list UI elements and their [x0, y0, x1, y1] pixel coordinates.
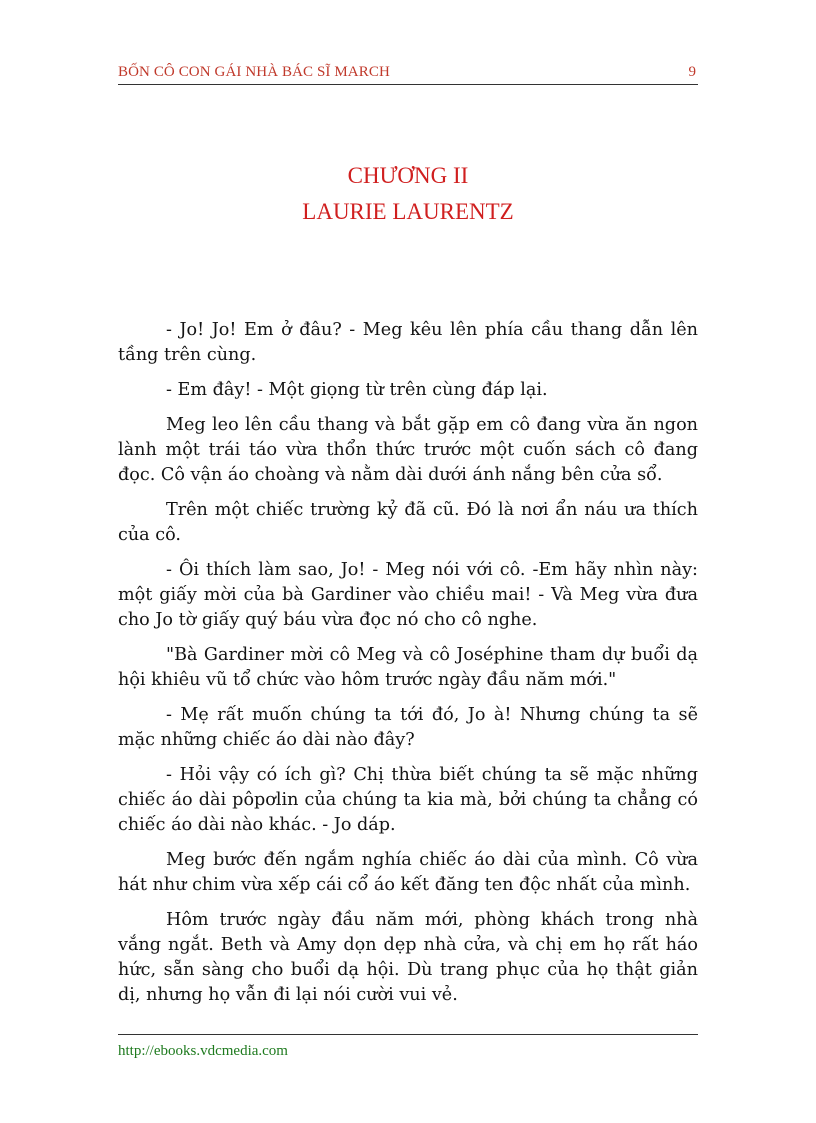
paragraph: Hôm trước ngày đầu năm mới, phòng khách trong nhà vắng ngắt. Beth và Amy dọn dẹp nhà cửa, và chị em họ rất háo hức, sẵn sàng cho buổi dạ hội. Dù trang phục của họ thật giản dị, nhưng họ vẫn đi lại nói cười vui vẻ. — [118, 910, 698, 1005]
paragraph: - Em đây! - Một giọng từ trên cùng đáp lại. — [166, 380, 548, 400]
paragraph: Meg bước đến ngắm nghía chiếc áo dài của mình. Cô vừa hát như chim vừa xếp cái cổ áo kết đăng ten độc nhất của mình. — [118, 850, 698, 895]
paragraph: - Mẹ rất muốn chúng ta tới đó, Jo à! Nhưng chúng ta sẽ mặc những chiếc áo dài nào đây? — [118, 705, 698, 750]
paragraph: - Ôi thích làm sao, Jo! - Meg nói với cô. -Em hãy nhìn này: một giấy mời của bà Gardiner vào chiều mai! - Và Meg vừa đưa cho Jo tờ giấy quý báu vừa đọc nó cho cô nghe. — [118, 560, 698, 630]
chapter-title: LAURIE LAURENTZ — [302, 199, 514, 224]
paragraph: "Bà Gardiner mời cô Meg và cô Joséphine tham dự buổi dạ hội khiêu vũ tổ chức vào hôm trước ngày đầu năm mới." — [118, 645, 698, 690]
page-number: 9 — [688, 64, 696, 80]
footer-divider — [118, 1034, 698, 1035]
footer-url-link[interactable]: http://ebooks.vdcmedia.com — [118, 1043, 288, 1059]
book-title: BỐN CÔ CON GÁI NHÀ BÁC SĨ MARCH — [118, 64, 390, 80]
paragraph: - Hỏi vậy có ích gì? Chị thừa biết chúng ta sẽ mặc những chiếc áo dài pôpơlin của chúng ta kia mà, bởi chúng ta chẳng có chiếc áo dài nào khác. - Jo dáp. — [118, 765, 698, 835]
paragraph: Trên một chiếc trường kỷ đã cũ. Đó là nơi ẩn náu ưa thích của cô. — [118, 500, 698, 545]
page-header — [118, 62, 698, 85]
paragraph: - Jo! Jo! Em ở đâu? - Meg kêu lên phía cầu thang dẫn lên tầng trên cùng. — [118, 320, 698, 365]
chapter-number: CHƯƠNG II — [347, 163, 469, 188]
paragraph: Meg leo lên cầu thang và bắt gặp em cô đang vừa ăn ngon lành một trái táo vừa thổn thức trước một cuốn sách cô đang đọc. Cô vận áo choàng và nằm dài dưới ánh nắng bên cửa sổ. — [118, 415, 698, 485]
chapter-body — [118, 318, 698, 1018]
